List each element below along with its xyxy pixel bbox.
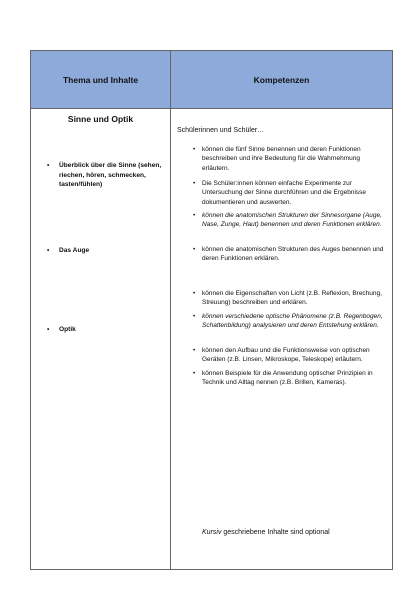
competency-text-optional: können die anatomischen Strukturen der Sinnesorgane (Auge, Nase, Zunge, Haut) benennen und deren Funktionen erklären.: [202, 212, 382, 229]
competency-item: [193, 312, 389, 331]
topic-item: [47, 246, 165, 256]
competency-text: können den Aufbau und die Funktionsweise von optischen Geräten (z.B. Linsen, Mikroskope, Teleskope) erläutern.: [202, 347, 370, 364]
header-topics: Thema und Inhalte: [62, 74, 139, 85]
bullet-icon: •: [193, 246, 196, 253]
competency-item: [193, 369, 389, 388]
column-divider: [170, 51, 171, 569]
bullet-icon: •: [193, 180, 196, 187]
competency-text: können die anatomischen Strukturen des Auges benennen und deren Funktionen erklären.: [202, 246, 384, 263]
topic-item: [47, 161, 165, 190]
competency-text: können die fünf Sinne benennen und deren Funktionen beschreiben und ihre Bedeutung für die Wahrnehmung erläutern.: [202, 146, 361, 172]
competency-text: können die Eigenschaften von Licht (z.B. Reflexion, Brechung, Streuung) beschreiben und erklären.: [202, 290, 382, 307]
optional-note-text: geschriebene Inhalte sind optional: [221, 529, 330, 536]
optional-note-italic: Kursiv: [202, 529, 222, 536]
bullet-icon: •: [47, 247, 50, 254]
bullet-icon: •: [47, 162, 50, 169]
topic-label: Optik: [59, 326, 76, 333]
topic-item: [47, 325, 165, 335]
curriculum-table: [30, 50, 393, 570]
header-competencies: Kompetenzen: [253, 74, 310, 85]
section-title: Sinne und Optik: [67, 114, 134, 124]
bullet-icon: •: [193, 290, 196, 297]
optional-note: [202, 529, 330, 536]
competency-item: [193, 346, 389, 365]
bullet-icon: •: [193, 146, 196, 153]
competency-item: [193, 211, 389, 230]
table-header: [31, 51, 392, 109]
competency-text-optional: können verschiedene optische Phänomene (z.B. Regenbogen, Schattenbildung) analysieren und deren Entstehung erklären.: [202, 313, 383, 330]
bullet-icon: •: [193, 212, 196, 219]
competency-text: können Beispiele für die Anwendung optischer Prinzipien in Technik und Alltag nennen (z.B. Brillen, Kameras).: [202, 370, 373, 387]
competency-item: [193, 245, 389, 264]
competency-item: [193, 289, 389, 308]
bullet-icon: •: [193, 370, 196, 377]
competency-item: [193, 145, 389, 173]
topic-label: Das Auge: [59, 247, 90, 254]
competencies-intro: Schülerinnen und Schüler…: [177, 127, 265, 134]
bullet-icon: •: [193, 313, 196, 320]
topic-label: Überblick über die Sinne (sehen, riechen, hören, schmecken, tasten/fühlen): [59, 162, 162, 189]
competency-text: Die Schüler:innen können einfache Experimente zur Untersuchung der Sinne durchführen und die Ergebnisse dokumentieren und auswerten.: [202, 180, 367, 206]
competency-item: [193, 179, 389, 207]
bullet-icon: •: [47, 326, 50, 333]
bullet-icon: •: [193, 347, 196, 354]
